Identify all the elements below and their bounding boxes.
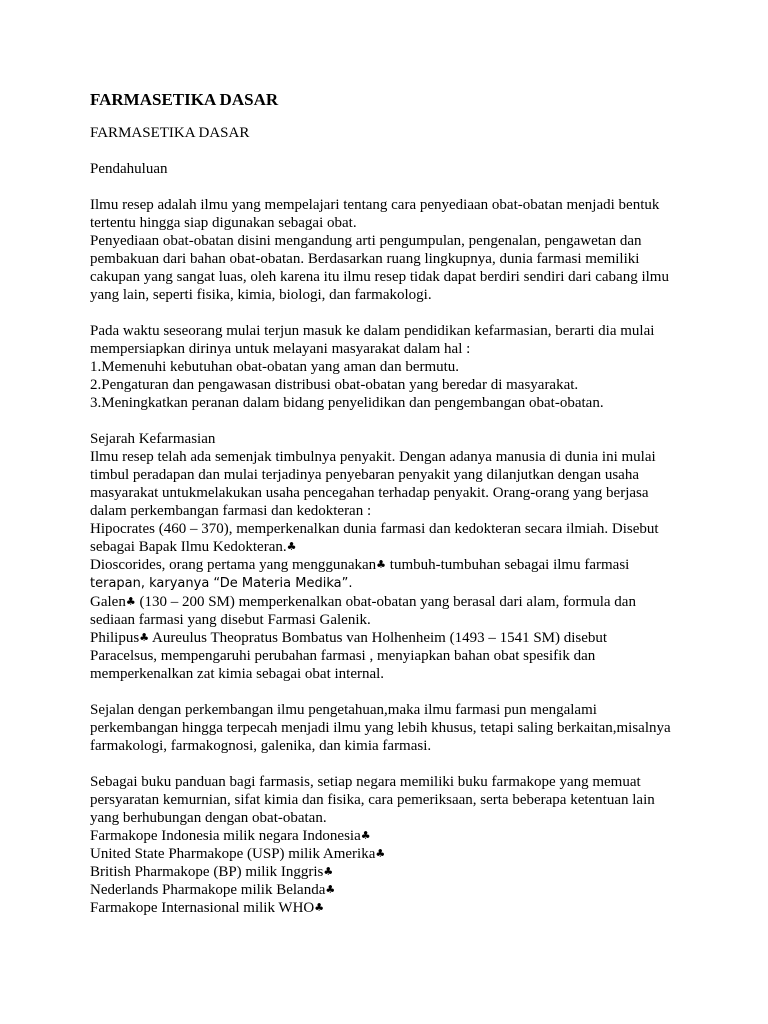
text-line: Penyediaan obat-obatan disini mengandung arti pengumpulan, pengenalan, pengawetan dan xyxy=(90,233,642,249)
text-fragment: sebagai Bapak Ilmu Kedokteran. xyxy=(90,539,287,555)
list-item xyxy=(90,827,690,845)
list-item: 2.Pengaturan dan pengawasan distribusi obat-obatan yang beredar di masyarakat. xyxy=(90,377,579,393)
text-fragment: Farmakope Indonesia milik negara Indonesia xyxy=(90,828,361,844)
section-history xyxy=(90,430,690,683)
text-line: Ilmu resep telah ada semenjak timbulnya penyakit. Dengan adanya manusia di dunia ini mulai xyxy=(90,449,656,465)
spacer xyxy=(90,178,690,196)
spacer xyxy=(90,412,690,430)
text-line: persyaratan kemurnian, sifat kimia dan fisika, cara pemeriksaan, serta beberapa ketentuan lain xyxy=(90,792,655,808)
club-bullet-icon: ♣ xyxy=(325,883,336,896)
text-fragment: tumbuh-tumbuhan sebagai ilmu farmasi xyxy=(386,557,630,573)
text-line: cakupan yang sangat luas, oleh karena itu ilmu resep tidak dapat berdiri sendiri dari cabang ilmu xyxy=(90,269,669,285)
club-bullet-icon: ♣ xyxy=(323,865,334,878)
paragraph-intro xyxy=(90,196,690,304)
text-line: yang lain, seperti fisika, kimia, biologi, dan farmakologi. xyxy=(90,287,432,303)
text-line: tertentu hingga siap digunakan sebagai obat. xyxy=(90,215,357,231)
text-line: yang berhubungan dengan obat-obatan. xyxy=(90,810,327,826)
paragraph-development xyxy=(90,701,690,755)
text-line xyxy=(90,556,690,574)
text-line: Ilmu resep adalah ilmu yang mempelajari tentang cara penyediaan obat-obatan menjadi bentuk xyxy=(90,197,660,213)
text-fragment: British Pharmakope (BP) milik Inggris xyxy=(90,864,324,880)
text-line: farmakologi, farmakognosi, galenika, dan kimia farmasi. xyxy=(90,738,432,754)
text-line: sediaan farmasi yang disebut Farmasi Galenik. xyxy=(90,612,371,628)
spacer xyxy=(90,683,690,701)
list-item xyxy=(90,899,690,917)
text-line: masyarakat untukmelakukan usaha pencegahan terhadap penyakit. Orang-orang yang berjasa xyxy=(90,485,649,501)
text-fragment: terapan, karyanya “De Materia Medika”. xyxy=(90,576,353,591)
text-line xyxy=(90,574,690,593)
club-bullet-icon: ♣ xyxy=(286,540,297,553)
text-fragment: (130 – 200 SM) memperkenalkan obat-obatan yang berasal dari alam, formula dan xyxy=(135,594,636,610)
club-bullet-icon: ♣ xyxy=(375,847,386,860)
spacer xyxy=(90,142,690,160)
club-bullet-icon: ♣ xyxy=(314,901,325,914)
list-item xyxy=(90,845,690,863)
text-line xyxy=(90,629,690,647)
text-line: timbul peradapan dan mulai terjadinya penyebaran penyakit yang dilanjutkan dengan usaha xyxy=(90,467,639,483)
text-line: memperkenalkan zat kimia sebagai obat internal. xyxy=(90,666,385,682)
section-heading-sejarah: Sejarah Kefarmasian xyxy=(90,431,216,447)
club-bullet-icon: ♣ xyxy=(376,558,387,571)
club-bullet-icon: ♣ xyxy=(125,595,136,608)
list-item: 1.Memenuhi kebutuhan obat-obatan yang aman dan bermutu. xyxy=(90,359,460,375)
club-bullet-icon: ♣ xyxy=(360,829,371,842)
spacer xyxy=(90,755,690,773)
text-fragment: United State Pharmakope (USP) milik Amerika xyxy=(90,846,376,862)
text-line: Sebagai buku panduan bagi farmasis, setiap negara memiliki buku farmakope yang memuat xyxy=(90,774,641,790)
text-fragment: Philipus xyxy=(90,630,140,646)
club-bullet-icon: ♣ xyxy=(139,631,150,644)
list-item xyxy=(90,881,690,899)
text-fragment: Aureulus Theopratus Bombatus van Holhenheim (1493 – 1541 SM) disebut xyxy=(149,630,608,646)
section-heading-pendahuluan: Pendahuluan xyxy=(90,161,168,177)
text-line: Hipocrates (460 – 370), memperkenalkan dunia farmasi dan kedokteran secara ilmiah. Disebut xyxy=(90,521,659,537)
paragraph-pharmacopoeia xyxy=(90,773,690,917)
list-item: 3.Meningkatkan peranan dalam bidang penyelidikan dan pengembangan obat-obatan. xyxy=(90,395,604,411)
text-fragment: Galen xyxy=(90,594,126,610)
text-line xyxy=(90,538,690,556)
text-line: perkembangan hingga terpecah menjadi ilmu yang lebih khusus, tetapi saling berkaitan,misalnya xyxy=(90,720,671,736)
text-fragment: Farmakope Internasional milik WHO xyxy=(90,900,315,916)
document-subtitle: FARMASETIKA DASAR xyxy=(90,125,250,141)
text-line xyxy=(90,593,690,611)
text-line: Sejalan dengan perkembangan ilmu pengetahuan,maka ilmu farmasi pun mengalami xyxy=(90,702,597,718)
paragraph-purpose xyxy=(90,322,690,412)
text-line: dalam perkembangan farmasi dan kedokteran : xyxy=(90,503,372,519)
text-fragment: Nederlands Pharmakope milik Belanda xyxy=(90,882,326,898)
text-line: pembakuan dari bahan obat-obatan. Berdasarkan ruang lingkupnya, dunia farmasi memiliki xyxy=(90,251,640,267)
spacer xyxy=(90,304,690,322)
text-fragment: Dioscorides, orang pertama yang menggunakan xyxy=(90,557,377,573)
document-title: FARMASETIKA DASAR xyxy=(90,90,279,109)
text-line: Pada waktu seseorang mulai terjun masuk ke dalam pendidikan kefarmasian, berarti dia mulai xyxy=(90,323,655,339)
list-item xyxy=(90,863,690,881)
text-line: Paracelsus, mempengaruhi perubahan farmasi , menyiapkan bahan obat spesifik dan xyxy=(90,648,596,664)
text-line: mempersiapkan dirinya untuk melayani masyarakat dalam hal : xyxy=(90,341,471,357)
document-page xyxy=(90,88,690,917)
